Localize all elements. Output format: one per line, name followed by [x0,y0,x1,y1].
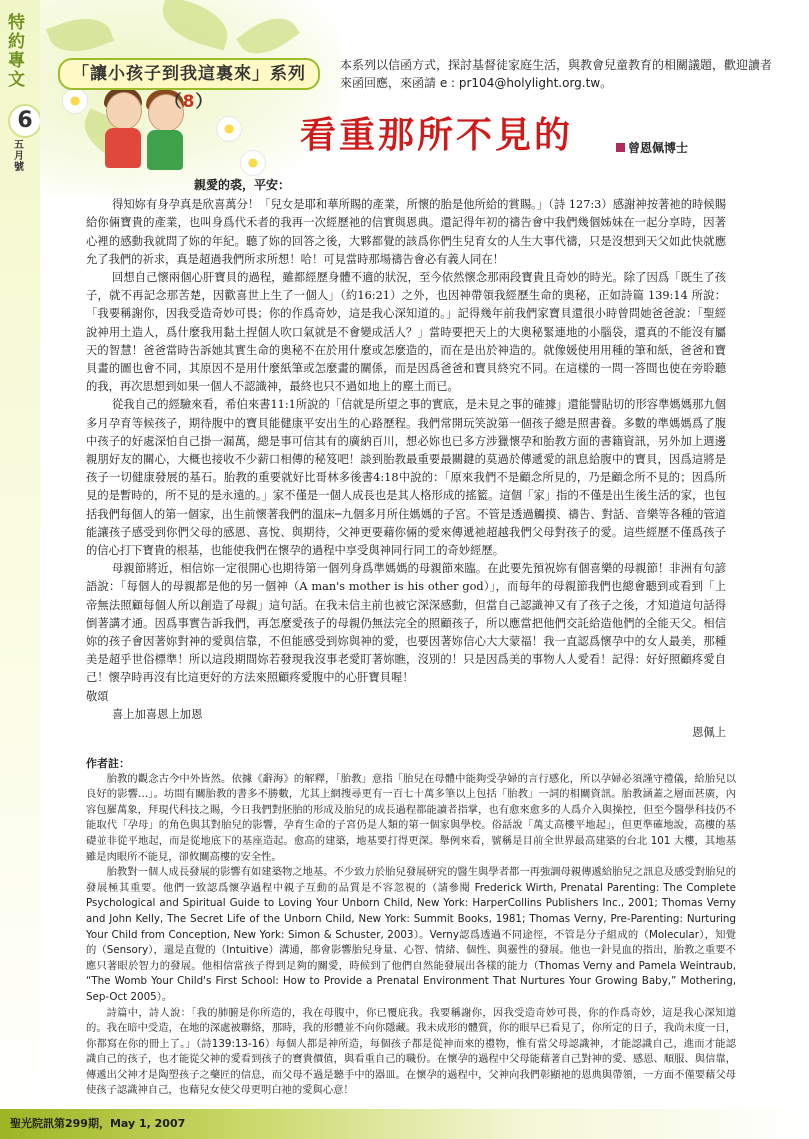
author-name: 曾恩佩博士 [628,141,689,155]
letter-paragraph: 得知妳有身孕真是欣喜萬分！「兒女是耶和華所賜的產業，所懷的胎是他所給的賞賜。」（詩 127:3）感謝神按著祂的時候賜給你倆寶貴的產業，也叫身爲代禾者的我再一次經歷祂的信實與恩典。還記得年初的禱告會中我們幾個姊妹在一起分享時，因著心裡的感動我就問了妳的年紀。聽了妳的回答之後，大夥都覺的該爲你們生兒育女的人生大事代禱，只是沒想到天父如此快就應允了我們的祈求，真是超過我們所求所想！哈！可見當時那場禱告會必有義人同在！ [86,198,726,266]
month-label: 五月號 [14,140,24,173]
flower-icon [216,116,242,142]
notes-paragraph: 詩篇中，詩人說：「我的肺腑是你所造的，我在母腹中，你已覆庇我。我要稱謝你，因我受造奇妙可畏，你的作爲奇妙，這是我心深知道的。我在暗中受造，在地的深處被聯絡，那時，我的形體並不向你隱藏。我未成形的體質，你的眼早已看見了，你所定的日子，我尚未度一日，你都寫在你的冊上了。」（詩139:13-16）每個人都是神所造，每個孩子都是從神而來的禮物，惟有當父母認識神，才能認識自己，進而才能認識自己的孩子，也才能從父神的愛看到孩子的寶貴價值，與看重自己的職份。在懷孕的過程中父母能藉著自己對神的愛、感恩、順服、與信靠，傳遞出父神才是陶塑孩子之藥匠的信息，而父母不過是聽手中的器皿。在懷孕的過程中，父神向我們彰顯祂的恩典與帶領，一方面不僅要藉父母使孩子認識神自己，也藉兒女使父母更明白祂的愛與心意！ [86,1006,736,1097]
letter-body [86,176,726,742]
section-label: 特約專文 [8,13,26,90]
series-intro: 本系列以信函方式，探討基督徒家庭生活，與教會兒童教育的相關議題，歡迎讀者來函回應，來函請 e : pr104@holylight.org.tw。 [340,58,773,90]
footer-publication: 聖光院訊第299期，May 1, 2007 [10,1117,186,1130]
author-byline [616,139,688,156]
signature: 恩佩上 [692,726,726,740]
letter-paragraph: 從我自己的經驗來看，希伯來書11:1所說的「信就是所望之事的實底，是未見之事的確據」還能譬貼切的形容準媽媽那九個多月孕育等候孩子，期待腹中的寶貝能健康平安出生的心路歷程。我們常開玩笑說第一個孩子總是照書養。多數的準媽媽爲了腹中孩子的好處深怕自己掛一漏萬，總是事可信其有的廣納百川，想必妳也已多方涉獵懷孕和胎教方面的書籍資訊，另外加上週邊親朋好友的關心，大概也接收不少薪口相傳的秘笈吧！談到胎教最重要最關鍵的莫過於傳遞愛的訊息給腹中的寶貝，因爲這將是孩子一切健康發展的基石。胎教的重要就好比哥林多後書4:18中說的：「原來我們不是顧念所見的，乃是顧念所不見的；因爲所見的是暫時的，所不見的是永遠的。」家不僅是一個人成長也是其人格形成的搖籃。這個「家」指的不僅是出生後生活的家，也包括我們每個人的第一個家，出生前懷著我們的溫床─九個多月所住媽媽的子宮。不管是透過觸摸、禱告、對話、音樂等各種的管道能讓孩子感受到你們父母的感恩、喜悅、與期待，父神更要藉你倆的愛來傳遞祂超越我們父母對孩子的愛。這些經歷不僅爲孩子的信心打下寶貴的根基，也能使我們在懷孕的過程中享受與神同行同工的奇妙經歷。 [86,398,726,558]
closing-word: 敬頌 [86,689,109,703]
series-number: 8 [182,92,196,112]
notes-heading: 作者註： [86,757,130,770]
flower-icon [240,150,266,176]
series-banner [58,58,320,112]
flower-icon [62,88,88,114]
series-prefix: 「讓小孩子到我這裏來」系列（ [72,64,306,112]
article-title: 看重那所不見的 [300,114,574,156]
letter-greeting: 親愛的裘，平安： [194,178,291,192]
letter-paragraph: 回想自己懷兩個心肝寶貝的過程，雖都經歷身體不適的狀況，至今依然懷念那兩段寶貴且奇妙的時光。除了因爲「既生了孩子，就不再記念那苦楚，因歡喜世上生了一個人」（約16:21）之外，也因神帶領我經歷生命的奧秘，正如詩篇 139:14 所說：「我要稱謝你，因我受造奇妙可畏；你的作爲奇妙，這是我心深知道的。」記得幾年前我們家寶貝還很小時曾問她爸爸說：「聖經說神用土造人，爲什麼我用黏土捏個人吹口氣就是不會變成活人？」當時要把天上的大奧秘緊連地的小腦袋，還真的不能沒有屬天的智慧！爸爸當時告訴她其實生命的奧秘不在於用什麼或怎麼造的，而在是出於神造的。就像媛使用用種的筆和紙，爸爸和寶貝畫的圖也會不同，其原因不是用什麼紙筆或怎麼畫的關係，而是因爲爸爸和寶貝終究不同。在這樣的一問一答間也使在旁聆聽的我，再次思想到如果一個人不認識神，最終也只不過如地上的塵土而已。 [86,271,726,394]
letter-paragraph: 母親節將近，相信妳一定很開心也期待第一個列身爲準媽媽的母親節來臨。在此要先預祝妳有個喜樂的母親節！非洲有句諺語說：「每個人的母親都是他的另一個神（A man's mother is his other god）」，而每年的母親節我們也總會聽到或看到「上帝無法照顧每個人所以創造了母親」這句話。在我未信主前也被它深深感動，但當自己認識神又有了孩子之後，才知道這句話得倒著講才通。因爲事實告訴我們，再怎麼愛孩子的母親仍無法完全的照顧孩子，所以應當把他們交託給造他們的全能天父。相信妳的孩子會因著妳對神的愛與信靠，不但能感受到妳與神的愛，也要因著妳信心大大蒙福！我一直認爲懷孕中的女人最美，那種美是超乎世俗標準！所以這段期間妳若發現我沒事老愛盯著妳瞧，沒別的！只是因爲美的事物人人愛看！記得：好好照顧疼愛自己！懷孕時再沒有比這更好的方法來照顧疼愛腹中的心肝寶貝喔！ [86,562,726,685]
bullet-square-icon [616,143,625,152]
blessing-line: 喜上加喜恩上加恩 [111,707,203,721]
notes-paragraph: 胎教對一個人成長發展的影響有如建築物之地基。不少致力於胎兒發展研究的醫生與學者都一再強調母親傳遞給胎兒之訊息及感受對胎兒的發展極其重要。他們一致認爲懷孕過程中親子互動的品質是不容忽視的（請參閱 Frederick Wirth, Prenatal Parenting: The Complete Psychological and Spiritual Guide to Loving Your Unborn Child, New York: HarperCollins Publishers Inc., 2001; Thomas Verny and John Kelly, The Secret Life of the Unborn Child, New York: Summit Books, 1981; Thomas Verny, Pre-Parenting: Nurturing Your Child from Conception, New York: Simon & Schuster, 2003）。Verny認爲透過不同途徑，不管是分子組成的（Molecular），知覺的（Sensory），還是直覺的（Intuitive）溝通，都會影響胎兒身量、心智、情緒、個性、與靈性的發展。他也一針見血的指出，胎教之重要不應只著眼於智力的發展。他相信當孩子得到足夠的關愛，時候到了他們自然能發展出各樣的能力（Thomas Verny and Pamela Weintraub, “The Womb Your Child's First School: How to Provide a Prenatal Environment That Nurtures Your Growing Baby,” Mothering, Sep-Oct 2005）。 [86,866,736,1003]
series-suffix: ） [195,92,214,112]
page-number: 6 [8,104,42,138]
author-notes [86,756,736,1099]
notes-paragraph: 胎教的觀念古今中外皆然。依據《辭海》的解釋，「胎教」意指「胎兒在母體中能夠受孕婦的言行感化，所以孕婦必須謹守禮儀，給胎兒以良好的影響…」。坊間有關胎教的書多不勝數，尤其上網搜尋更有一百七十萬多筆以上包括「胎教」一詞的相關資訊。胎教涵蓋之層面甚廣，內容包羅萬象，拜現代科技之賜，今日我們對胚胎的形成及胎兒的成長過程都能讀者指掌，也有愈來愈多的人爲介入與操控，但至今醫學科技仍不能取代「孕母」的角色與其對胎兒的影響，孕育生命的子宮仍是人類的第一個家與學校。俗話說「萬丈高樓平地起」，但更準確地說，高樓的基礎並非從平地起，而是從地底下的基座造起。愈高的建築，地基要打得更深。舉例來看，號稱是目前全世界最高建築的台北 101 大樓，其地基雖是肉眼所不能見，卻攸關高樓的安全性。 [86,772,736,863]
